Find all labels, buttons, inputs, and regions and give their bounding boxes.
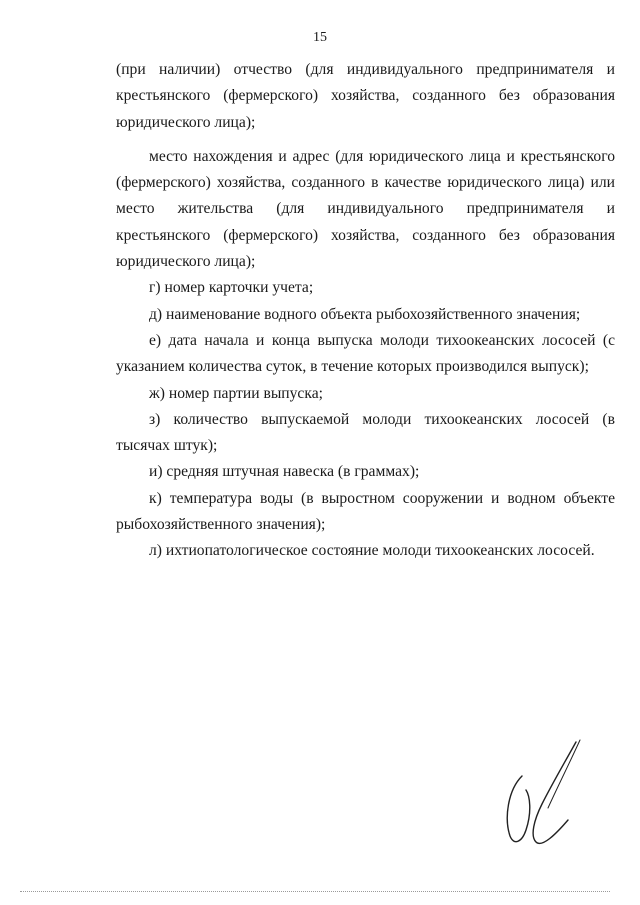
paragraph-item-g: г) номер карточки учета; bbox=[149, 279, 314, 297]
paragraph-item-e: е) дата начала и конца выпуска молоди тихоокеанских лососей (с указанием количества суток, в течение которых производился выпуск); bbox=[116, 331, 615, 376]
paragraph-item-l: л) ихтиопатологическое состояние молоди тихоокеанских лососей. bbox=[149, 542, 595, 560]
paragraph-item-d: д) наименование водного объекта рыбохозяйственного значения; bbox=[149, 305, 581, 323]
handwritten-signature-icon bbox=[500, 738, 590, 848]
page-number: 15 bbox=[313, 30, 327, 45]
paragraph-item-i: и) средняя штучная навеска (в граммах); bbox=[149, 463, 420, 481]
document-body bbox=[116, 57, 615, 565]
paragraph-item-z: з) количество выпускаемой молоди тихоокеанских лососей (в тысячах штук); bbox=[116, 410, 615, 455]
paragraph-patronymic: (при наличии) отчество (для индивидуального предпринимателя и крестьянского (фермерского) хозяйства, созданного без образования юридического лица); bbox=[116, 61, 615, 131]
paragraph-item-zh: ж) номер партии выпуска; bbox=[149, 384, 323, 402]
scan-edge-line bbox=[20, 891, 610, 892]
paragraph-item-k: к) температура воды (в выростном сооружении и водном объекте рыбохозяйственного значения); bbox=[116, 489, 615, 534]
paragraph-address: место нахождения и адрес (для юридического лица и крестьянского (фермерского) хозяйства, созданного в качестве юридического лица) или место жительства (для индивидуального предпринимателя и крестьянского (фермерского) хозяйства, созданного без образования юридического лица); bbox=[116, 147, 615, 271]
